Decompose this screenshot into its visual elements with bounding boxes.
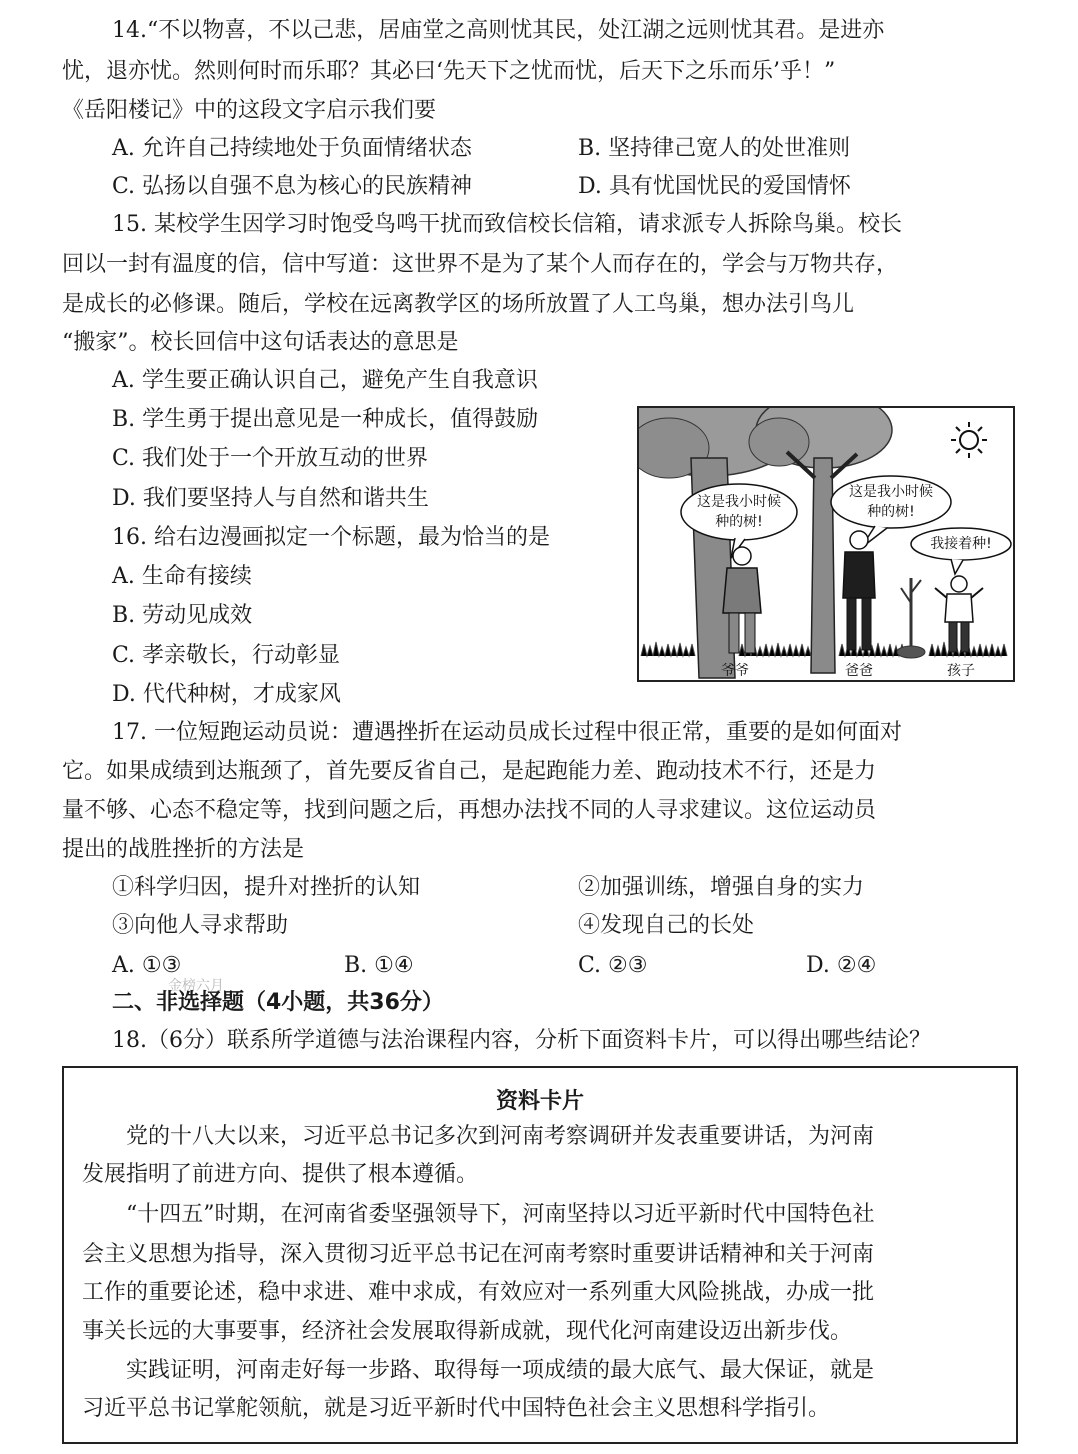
q14-line-3: 《岳阳楼记》中的这段文字启示我们要 [62, 98, 437, 123]
q17-item-1: ①科学归因，提升对挫折的认知 [112, 875, 421, 900]
q16-option-b: B. 劳动见成效 [112, 603, 253, 628]
q15-option-d: D. 我们要坚持人与自然和谐共生 [112, 486, 429, 511]
card-line-5: 工作的重要论述，稳中求进、难中求成，有效应对一系列重大风险挑战，办成一批 [82, 1280, 875, 1305]
q15-line-4: “搬家”。校长回信中这句话表达的意思是 [62, 330, 459, 355]
card-line-4: 会主义思想为指导，深入贯彻习近平总书记在河南考察时重要讲话精神和关于河南 [82, 1242, 875, 1267]
grandpa-label: 爷爷 [721, 663, 749, 679]
q15-option-a: A. 学生要正确认识自己，避免产生自我意识 [112, 368, 538, 393]
card-line-1: 党的十八大以来，习近平总书记多次到河南考察调研并发表重要讲话，为河南 [126, 1124, 875, 1149]
q18-stem: 18.（6分）联系所学道德与法治课程内容，分析下面资料卡片，可以得出哪些结论？ [112, 1028, 931, 1053]
q15-line-3: 是成长的必修课。随后，学校在远离教学区的场所放置了人工鸟巢，想办法引鸟儿 [62, 292, 855, 317]
middle-tree-canopy-part [749, 418, 809, 466]
q17-option-b: B. ①④ [344, 953, 414, 978]
q15-line-1: 15. 某校学生因学习时饱受鸟鸣干扰而致信校长信箱，请求派专人拆除鸟巢。校长 [112, 212, 902, 237]
material-card [62, 1066, 1018, 1444]
q15-option-b: B. 学生勇于提出意见是一种成长，值得鼓励 [112, 407, 539, 432]
q14-line-2: 忧，退亦忧。然则何时而乐耶？其必曰‘先天下之忧而忧，后天下之乐而乐’乎！” [62, 59, 836, 84]
q17-line-4: 提出的战胜挫折的方法是 [62, 837, 305, 862]
card-line-8: 习近平总书记掌舵领航，就是习近平新时代中国特色社会主义思想科学指引。 [82, 1396, 831, 1421]
middle-tree-trunk [811, 458, 835, 673]
sun-icon [960, 431, 978, 449]
card-line-2: 发展指明了前进方向、提供了根本遵循。 [82, 1162, 479, 1187]
card-line-3: “十四五”时期，在河南省委坚强领导下，河南坚持以习近平新时代中国特色社 [126, 1202, 875, 1227]
q16-option-d: D. 代代种树，才成家风 [112, 682, 341, 707]
q14-line-1: 14.“不以物喜，不以己悲，居庙堂之高则忧其民，处江湖之远则忧其君。是进亦 [112, 18, 885, 43]
q17-line-3: 量不够、心态不稳定等，找到问题之后，再想办法找不同的人寻求建议。这位运动员 [62, 798, 877, 823]
card-line-7: 实践证明，河南走好每一步路、取得每一项成绩的最大底气、最大保证，就是 [126, 1358, 875, 1383]
card-title: 资料卡片 [495, 1089, 584, 1114]
father-label: 爸爸 [845, 663, 873, 679]
q17-item-3: ③向他人寻求帮助 [112, 913, 289, 938]
q14-option-a: A. 允许自己持续地处于负面情绪状态 [112, 136, 472, 161]
q15-option-c: C. 我们处于一个开放互动的世界 [112, 446, 429, 471]
q14-option-c: C. 弘扬以自强不息为核心的民族精神 [112, 174, 473, 199]
q17-item-2: ②加强训练，增强自身的实力 [578, 875, 865, 900]
q15-line-2: 回以一封有温度的信，信中写道：这世界不是为了某个人而存在的，学会与万物共存， [62, 252, 899, 277]
card-line-6: 事关长远的大事要事，经济社会发展取得新成就，现代化河南建设迈出新步伐。 [82, 1319, 853, 1344]
grandpa-speech-text: 这是我小时候 种的树! [697, 494, 781, 530]
section-heading: 二、非选择题（4小题，共36分） [112, 990, 444, 1015]
father-speech-text: 这是我小时候 种的树! [849, 484, 933, 520]
q17-option-a: A. ①③ [112, 953, 182, 978]
child-figure [935, 576, 983, 652]
watermark: 金榜六月 [168, 978, 224, 994]
q17-line-1: 17. 一位短跑运动员说：遭遇挫折在运动员成长过程中很正常，重要的是如何面对 [112, 720, 902, 745]
tree-planting-cartoon [637, 406, 1015, 682]
father-figure [843, 531, 875, 650]
q14-option-d: D. 具有忧国忧民的爱国情怀 [578, 174, 851, 199]
q17-option-c: C. ②③ [578, 953, 648, 978]
child-speech-text: 我接着种! [930, 536, 992, 552]
q16-option-a: A. 生命有接续 [112, 564, 252, 589]
q17-line-2: 它。如果成绩到达瓶颈了，首先要反省自己，是起跑能力差、跑动技术不行，还是力 [62, 759, 877, 784]
q16-stem: 16. 给右边漫画拟定一个标题，最为恰当的是 [112, 525, 550, 550]
q16-option-c: C. 孝亲敬长，行动彰显 [112, 643, 341, 668]
q17-option-d: D. ②④ [806, 953, 877, 978]
q17-item-4: ④发现自己的长处 [578, 913, 755, 938]
child-label: 孩子 [947, 663, 975, 679]
q14-option-b: B. 坚持律己宽人的处世准则 [578, 136, 851, 161]
